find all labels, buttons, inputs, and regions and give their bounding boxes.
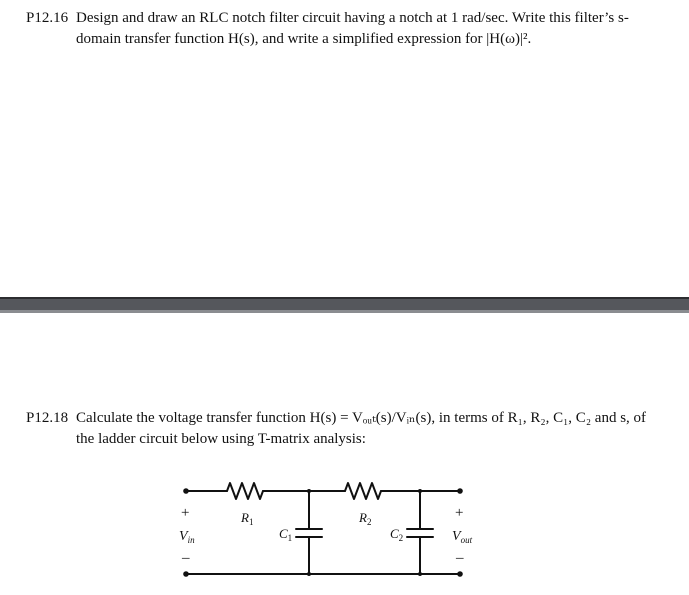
problem-number: P12.16 <box>26 10 69 26</box>
label-c2: $C_2$ <box>390 526 404 543</box>
resistor-r1 <box>227 483 263 499</box>
node-c1-bottom <box>307 572 311 576</box>
problem-line-1: Calculate the voltage transfer function H(s) = Vₒᵤₜ(s)/Vᵢₙ(s), in terms of R₁, R₂, C₁, C₂ and s, of <box>76 410 647 426</box>
label-r2: $R_2$ <box>359 510 372 527</box>
problem-12-16 <box>26 8 676 50</box>
problem-12-18 <box>26 408 676 450</box>
node-c2-top <box>418 489 422 493</box>
output-terminal-top <box>457 488 463 494</box>
ladder-circuit-diagram <box>170 472 490 587</box>
label-r1: $R_1$ <box>241 510 254 527</box>
node-c2-bottom <box>418 572 422 576</box>
problem-number: P12.18 <box>26 410 69 426</box>
output-terminal-bottom <box>457 571 463 577</box>
label-c1: $C_1$ <box>279 526 293 543</box>
label-vout: $V_{out}$ <box>452 529 473 545</box>
problem-text <box>76 8 676 50</box>
problem-line-2: the ladder circuit below using T-matrix analysis: <box>76 431 366 447</box>
vout-minus: – <box>456 550 464 566</box>
resistor-r2 <box>345 483 381 499</box>
vin-minus: – <box>182 550 190 566</box>
problem-line-2: domain transfer function H(s), and write a simplified expression for |H(ω)|². <box>76 31 532 47</box>
node-c1-top <box>307 489 311 493</box>
input-terminal-top <box>183 488 189 494</box>
vout-plus: + <box>455 505 464 521</box>
problem-text <box>76 408 676 450</box>
problem-line-1: Design and draw an RLC notch filter circuit having a notch at 1 rad/sec. Write this filter’s s- <box>76 10 629 26</box>
page-divider <box>0 297 689 313</box>
vin-plus: + <box>181 505 190 521</box>
input-terminal-bottom <box>183 571 189 577</box>
label-vin: $V_{in}$ <box>179 529 195 545</box>
